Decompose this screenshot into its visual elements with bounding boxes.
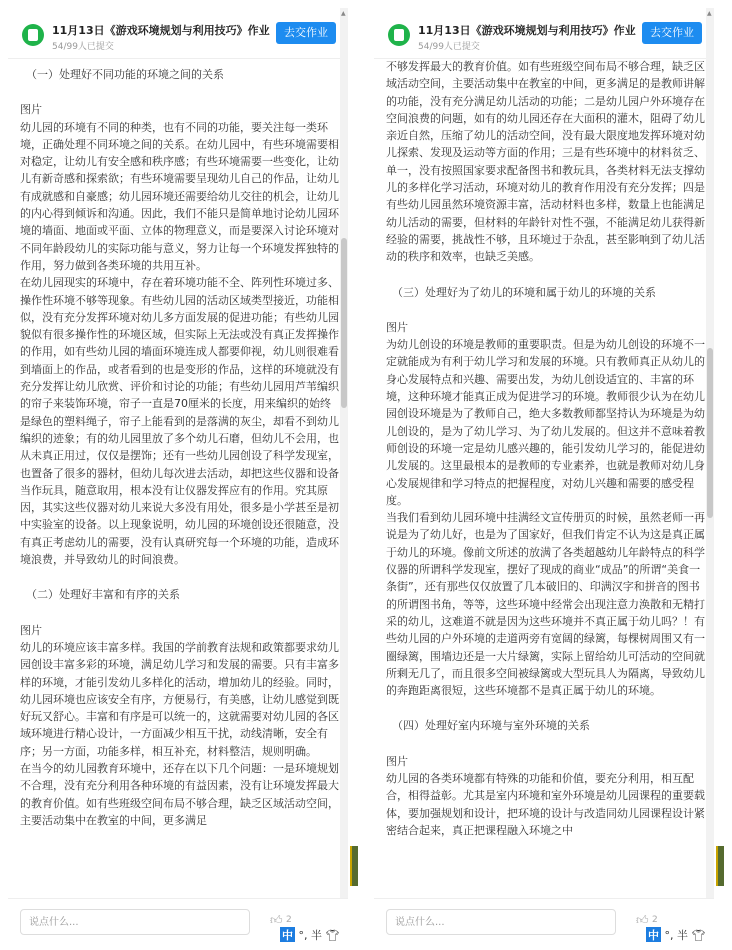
section-heading: （三）处理好为了幼儿的环境和属于幼儿的环境的关系 (392, 285, 656, 299)
ime-status: °, 半 (298, 929, 322, 942)
thumbs-up-icon[interactable]: 👍︎ (270, 913, 283, 927)
ime-toolbar[interactable] (280, 927, 339, 942)
submit-homework-button[interactable]: 去交作业 (276, 22, 336, 44)
image-placeholder: 图片 (20, 103, 42, 117)
shirt-icon[interactable]: 👕︎ (691, 929, 706, 942)
paragraph: 幼儿园的环境有不同的种类，也有不同的功能，要关注每一类环境，正确处理不同环境之间的关系。在幼儿园中，有些环境需要相对稳定，让幼儿有安全感和秩序感；有些环境需要一些变化，让幼儿有新奇感和探索欲；有些环境需要呈现幼儿自己的作品，让幼儿有成就感和自豪感；幼儿园环境还需要给幼儿交往的机会，让幼儿的内心得到倾诉和沟通。因此，我们不能只是简单地讨论幼儿园环境的墙面、地面或平面、立体的物理意义，而是要深入讨论环境对不同年龄段幼儿的实际功能与意义，努力让每一个环境发挥独特的作用，努力做到各类环境的共用互补。 (20, 120, 339, 272)
scroll-up-icon[interactable]: ▲ (707, 10, 712, 17)
submission-count: 54/99人已提交 (52, 42, 114, 52)
submit-homework-button[interactable]: 去交作业 (642, 22, 702, 44)
thumbs-up-icon[interactable]: 👍︎ (636, 913, 649, 927)
paragraph: 在幼儿园现实的环境中，存在着环境功能不全、阵列性环境过多、操作性环境不够等现象。有些幼儿园的活动区域类型接近，功能相似，没有充分发挥环境对幼儿多方面发展的促进功能；有些幼儿园貌似有很多操作性的环境区域，但实际上无法或没有真正发挥操作的作用，如有些幼儿园的墙面环境连成人都要仰视，幼儿则很难看到墙面上的作品，或者看到的也是变形的作品，这样的环境就没有充分发挥让幼儿欣赏、评价和讨论的功能；有些幼儿园用芦苇编织的帘子来装饰环境，帘子一直是70厘米的长度，用来编织的始终是绿色的塑料绳子，帘子上能看到的是落满的灰尘，却看不到幼儿编织的迹象；有的幼儿园里放了多个幼儿石磨，但幼儿不会用，也从未真正用过，仅仅是摆饰；还有一些幼儿园创设了科学发现室，也置备了很多的器材，但幼儿每次进去活动，却把这些仪器和设备当作玩具，随意取用，根本没有让仪器发挥应有的作用。究其原因，其实这些仪器对幼儿来说大多没有用处，很多是小学甚至是初中实验室的设备。以上现象说明，幼儿园的环境创设还很随意，没有真正考虑幼儿的需要，没有认真研究每一个环境的功能，造成环境浪费，并导致幼儿的时间浪费。 (20, 276, 339, 567)
left-pane (8, 8, 348, 942)
comment-input[interactable]: 说点什么... (386, 909, 616, 935)
paragraph: 为幼儿创设的环境是教师的重要职责。但是为幼儿创设的环境不一定就能成为有利于幼儿学习和发展的环境。只有教师真正从幼儿的身心发展特点和兴趣、需要出发，为幼儿创设适宜的、丰富的环境，这种环境才能真正成为促进学习的环境。教师很少认为在幼儿园创设环境是为了教师自己，绝大多数教师都坚持认为环境是为幼儿创设的，是为了幼儿学习、为了幼儿发展的。但这并不意味着教师创设的环境一定是幼儿感兴趣的，能引发幼儿学习的，能促进幼儿发展的。这里最根本的是教师的专业素养，也就是教师对幼儿身心发展规律和学习特点的把握程度，对幼儿兴趣和需要的感受程度。 (386, 338, 705, 507)
ime-mode[interactable]: 中 (282, 929, 293, 942)
header (374, 8, 714, 59)
paragraph: 当我们看到幼儿园环境中挂满经文宣传册页的时候，虽然老师一再说是为了幼儿好，也是为了国家好，但我们肯定不认为这是真正属于幼儿的环境。像前文所述的放满了各类超越幼儿年龄特点的科学仪器的所谓科学发现室，摆好了现成的商业“成品”的所谓“美食一条街”，还有那些仅仅放置了几本破旧的、印满汉字和拼音的图书的所谓图书角，等等，这些环境中经常会出现注意力涣散和无精打采的幼儿，这难道不就是因为这些环境并不真正属于幼儿吗？！有些幼儿园的户外环境的走道两旁有宽阔的绿篱，每棵树周围又有一圈绿篱，围墙边还是一大片绿篱，实际上留给幼儿可活动的空间就所剩无几了，而且很多空间被绿篱或大型玩具人为隔离，导致幼儿的奔跑距离很短，这些环境都不是真正属于幼儿的环境。 (386, 511, 705, 698)
like-count: 2 (652, 915, 658, 925)
image-placeholder: 图片 (386, 754, 408, 768)
scrollbar-thumb[interactable] (341, 238, 347, 408)
article-body (20, 66, 340, 829)
scrollbar-thumb[interactable] (707, 348, 713, 518)
side-edge-tab (350, 846, 358, 886)
footer-bar (374, 898, 714, 942)
footer-bar (8, 898, 348, 942)
header (8, 8, 348, 59)
paragraph: 在当今的幼儿园教育环境中，还存在以下几个问题：一是环境规划不合理，没有充分利用各种环境的有益因素，没有让环境发挥最大的教育价值。如有些班级空间布局不够合理，缺乏区域活动空间，主要活动集中在教室的中间，更多满足 (20, 761, 339, 827)
section-heading: （一）处理好不同功能的环境之间的关系 (26, 68, 224, 81)
notebook-icon (22, 24, 44, 46)
section-heading: （二）处理好丰富和有序的关系 (26, 588, 180, 602)
ime-status: °, 半 (664, 929, 688, 942)
page-title: 11月13日《游戏环境规划与利用技巧》作业 (418, 24, 636, 37)
side-edge-tab (716, 846, 724, 886)
notebook-icon (388, 24, 410, 46)
page-title: 11月13日《游戏环境规划与利用技巧》作业 (52, 24, 270, 37)
scrollbar[interactable] (706, 8, 714, 942)
submission-count: 54/99人已提交 (418, 42, 480, 52)
section-heading: （四）处理好室内环境与室外环境的关系 (392, 719, 590, 733)
shirt-icon[interactable]: 👕︎ (325, 929, 340, 942)
paragraph: 幼儿园的各类环境都有特殊的功能和价值，要充分利用，相互配合，相得益彰。尤其是室内环境和室外环境是幼儿园课程的重要载体，要加强规划和设计，把环境的设计与改造同幼儿园课程设计紧密结合起来，真正把课程融入环境之中 (386, 771, 705, 837)
image-placeholder: 图片 (386, 320, 408, 334)
scrollbar[interactable] (340, 8, 348, 942)
right-pane (374, 8, 714, 942)
paragraph: 不够发挥最大的教育价值。如有些班级空间布局不够合理，缺乏区域活动空间，主要活动集中在教室的中间，更多满足的是教师讲解的功能，没有充分满足幼儿活动的功能；二是幼儿园户外环境存在空间浪费的问题，如有的幼儿园还存在大面积的灌木，阻碍了幼儿亲近自然，压缩了幼儿的活动空间，没有最大限度地发挥环境对幼儿探索、发现及运动等方面的作用；三是有些环境中的材料贫乏、单一，没有按照国家要求配备图书和教玩具，各类材料无法支撑幼儿的多样化学习活动，环境对幼儿的教育作用没有充分发挥；四是有些幼儿园虽然环境资源丰富，活动材料也多样，数量上也能满足幼儿活动的需要，但材料的年龄针对性不强，不能满足幼儿获得新经验的需要，挑战性不够，且环境过于杂乱，甚至影响到了幼儿活动的秩序和效率，也缺乏美感。 (386, 60, 705, 264)
scroll-up-icon[interactable]: ▲ (341, 10, 346, 17)
like-count: 2 (286, 915, 292, 925)
article-body (386, 58, 706, 839)
comment-input[interactable]: 说点什么... (20, 909, 250, 935)
image-placeholder: 图片 (20, 623, 42, 637)
ime-toolbar[interactable] (646, 927, 705, 942)
ime-mode[interactable]: 中 (648, 929, 659, 942)
paragraph: 幼儿的环境应该丰富多样。我国的学前教育法规和政策都要求幼儿园创设丰富多彩的环境，满足幼儿学习和发展的需要。只有丰富多样的环境，才能引发幼儿多样化的活动，增加幼儿的经验。同时，幼儿园环境也应该安全有序，方便易行，有美感，让幼儿感觉到既好玩又舒心。丰富和有序是可以统一的，这就需要对幼儿园的各区域环境进行精心设计，一方面减少相互干扰，动线清晰，安全有序；另一方面，功能多样，相互补充，材料整洁，规则明确。 (20, 640, 339, 758)
